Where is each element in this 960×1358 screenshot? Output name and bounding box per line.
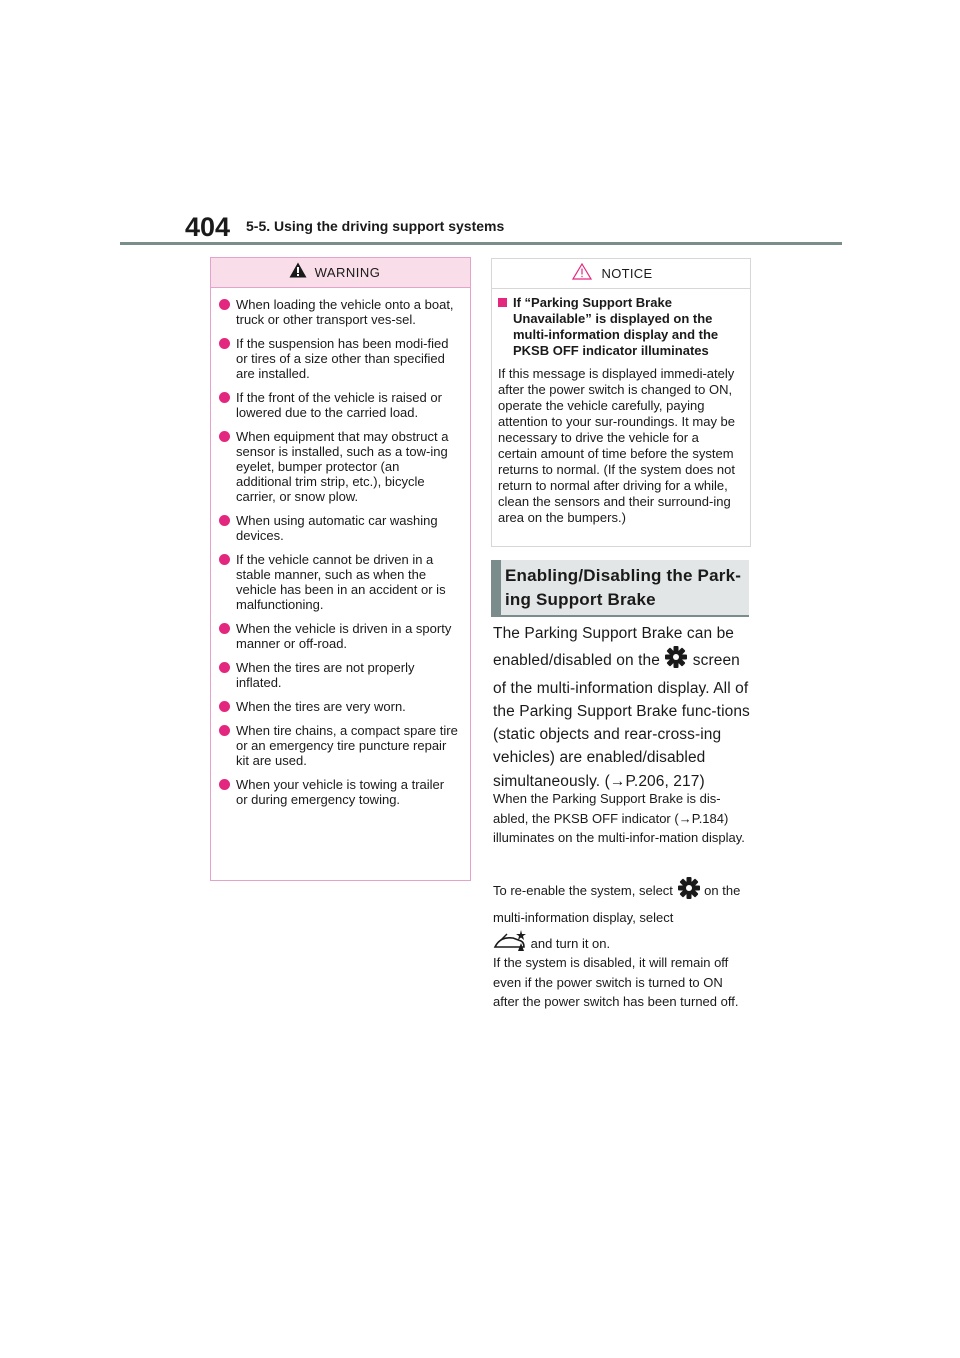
warning-header xyxy=(211,258,470,288)
gear-icon xyxy=(677,876,701,907)
warning-item xyxy=(219,429,458,504)
warning-item xyxy=(219,699,458,714)
warning-item-text: If the suspension has been modi-fied or tires of a size other than specified are installed. xyxy=(236,336,449,381)
notice-title: NOTICE xyxy=(601,266,653,281)
para3-text-b: on the multi-information display, select xyxy=(493,882,741,925)
warning-item xyxy=(219,723,458,768)
reference-arrow-icon: → xyxy=(678,810,692,826)
section-paragraph-reenable xyxy=(493,876,751,960)
warning-item-text: When your vehicle is towing a trailer or during emergency towing. xyxy=(236,777,445,807)
warning-item xyxy=(219,513,458,543)
section-paragraph-main xyxy=(493,622,751,793)
warning-item-text: If the front of the vehicle is raised or lowered due to the carried load. xyxy=(236,390,442,420)
reference-arrow-icon: → xyxy=(609,772,626,790)
bullet-icon xyxy=(219,779,230,790)
warning-item xyxy=(219,660,458,690)
warning-item xyxy=(219,777,458,807)
section-paragraph-disabled-note: If the system is disabled, it will remain off even if the power switch is turned to ON after the power switch has been turned off. xyxy=(493,955,739,1009)
warning-item xyxy=(219,621,458,651)
para3-text-c: and turn it on. xyxy=(530,935,611,951)
bullet-icon xyxy=(219,338,230,349)
gear-icon xyxy=(664,645,688,676)
bullet-icon xyxy=(219,392,230,403)
square-bullet-icon xyxy=(498,298,507,307)
bullet-icon xyxy=(219,662,230,673)
notice-triangle-icon xyxy=(572,263,592,285)
warning-item xyxy=(219,336,458,381)
notice-box xyxy=(491,258,751,547)
notice-text: If this message is displayed immedi-ately after the power switch is changed to ON, operate the vehicle carefully, paying attention to your sur-roundings. It may be necessary to drive the vehicle for a certain amount of time before the system returns to normal. (If the system does not return to normal after driving for a while, clean the sensors and their surround-ing area on the bumpers.) xyxy=(498,366,736,525)
warning-list xyxy=(211,288,470,807)
para2-text-b: P.184) illuminates on the multi-infor-mation display. xyxy=(493,810,745,845)
notice-subheading xyxy=(498,295,740,359)
bullet-icon xyxy=(219,725,230,736)
section-heading-bar xyxy=(491,560,501,617)
notice-subheading-text: If “Parking Support Brake Unavailable” is displayed on the multi-information display and the PKSB OFF indicator illuminates xyxy=(513,295,719,358)
warning-item-text: When tire chains, a compact spare tire or an emergency tire puncture repair kit are used. xyxy=(236,723,458,768)
para2-text-a: When the Parking Support Brake is dis-abled, the PKSB OFF indicator ( xyxy=(493,791,721,826)
warning-title: WARNING xyxy=(314,265,381,280)
warning-item xyxy=(219,297,458,327)
warning-item-text: When equipment that may obstruct a sensor is installed, such as a tow-ing eyelet, bumper protector (an additional trim strip, etc.), bicycle carrier, or snow plow. xyxy=(236,429,449,504)
header-rule xyxy=(120,242,842,245)
notice-body xyxy=(492,289,750,526)
para1-text-a: The Parking Support Brake can be enabled/disabled on the xyxy=(493,625,735,670)
notice-header xyxy=(492,259,750,289)
bullet-icon xyxy=(219,623,230,634)
section-paragraph-indicator xyxy=(493,789,751,848)
para3-text-a: To re-enable the system, select xyxy=(493,882,673,898)
warning-item-text: When the tires are not properly inflated. xyxy=(236,660,415,690)
warning-box xyxy=(210,257,471,881)
bullet-icon xyxy=(219,299,230,310)
warning-item-text: When loading the vehicle onto a boat, truck or other transport ves-sel. xyxy=(236,297,454,327)
warning-item-text: When using automatic car washing devices. xyxy=(236,513,438,543)
bullet-icon xyxy=(219,431,230,442)
para1-text-b: screen of the multi-information display. All of the Parking Support Brake func-tions (static objects and rear-cross-ing vehicles) are enabled/disabled simultaneously. ( xyxy=(493,652,750,790)
warning-triangle-icon xyxy=(289,262,307,283)
page-number: 404 xyxy=(185,212,231,242)
para1-reference: P.206, 217) xyxy=(625,772,705,790)
section-heading xyxy=(491,560,749,617)
bullet-icon xyxy=(219,515,230,526)
bullet-icon xyxy=(219,554,230,565)
warning-item xyxy=(219,390,458,420)
section-heading-title: Enabling/Disabling the Park-ing Support Brake xyxy=(505,566,742,609)
warning-item xyxy=(219,552,458,612)
warning-item-text: When the vehicle is driven in a sporty manner or off-road. xyxy=(236,621,452,651)
warning-item-text: If the vehicle cannot be driven in a stable manner, such as when the vehicle has been in an accident or is malfunctioning. xyxy=(236,552,446,612)
section-header-title: 5-5. Using the driving support systems xyxy=(246,218,505,234)
warning-item-text: When the tires are very worn. xyxy=(236,699,406,714)
bullet-icon xyxy=(219,701,230,712)
